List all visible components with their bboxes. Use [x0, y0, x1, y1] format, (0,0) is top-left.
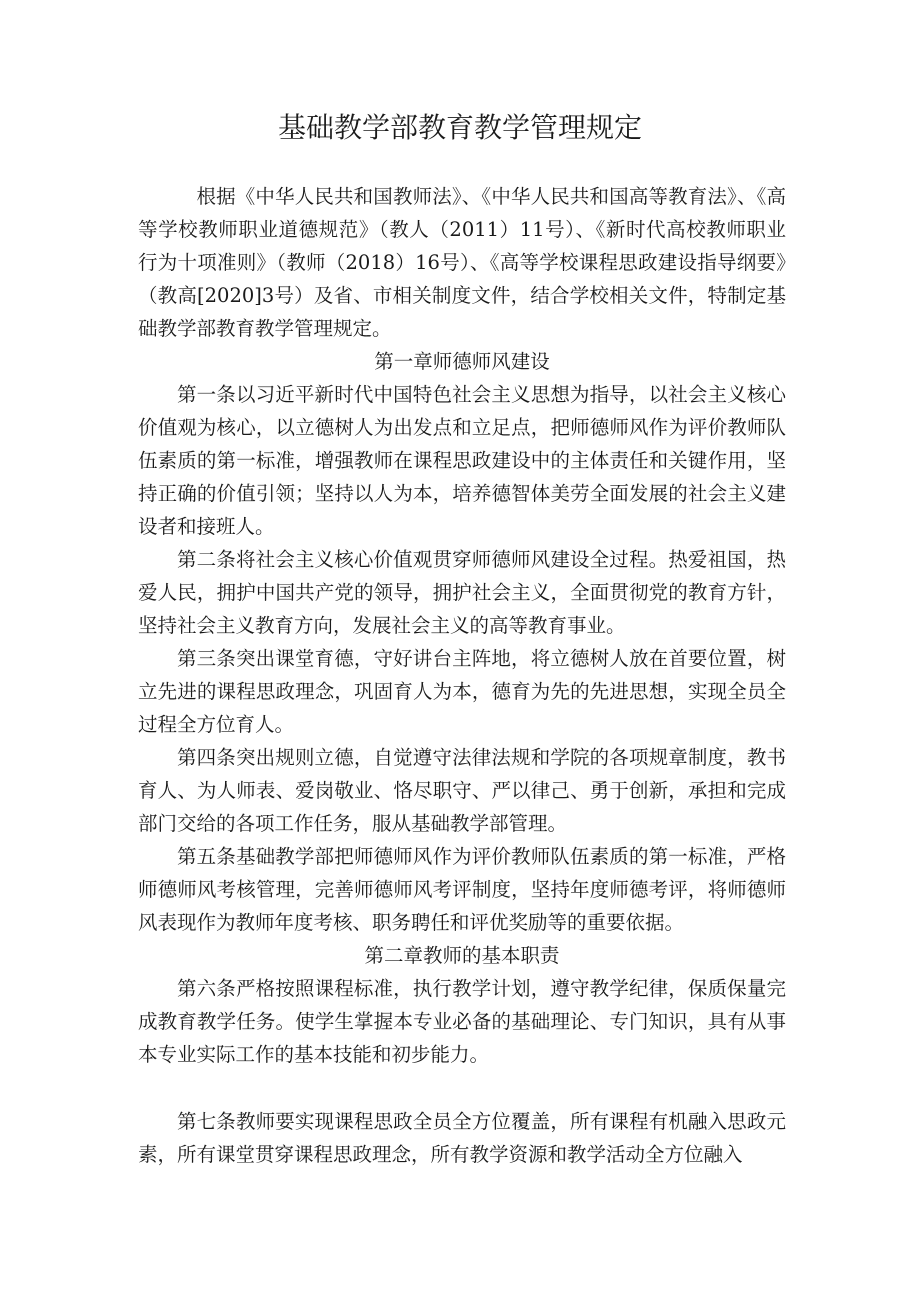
article-paragraph: 第三条突出课堂育德，守好讲台主阵地，将立德树人放在首要位置，树立先进的课程思政理念，巩固育人为本，德育为先的先进思想，实现全员全过程全方位育人。 [138, 647, 786, 736]
document-title: 基础教学部教育教学管理规定 [277, 111, 642, 144]
article-paragraph: 第一条以习近平新时代中国特色社会主义思想为指导，以社会主义核心价值观为核心，以立德树人为出发点和立足点，把师德师风作为评价教师队伍素质的第一标准，增强教师在课程思政建设中的主体责任和关键作用，坚持正确的价值引领；坚持以人为本，培养德智体美劳全面发展的社会主义建设者和接班人。 [138, 383, 786, 538]
article-paragraph: 第七条教师要实现课程思政全员全方位覆盖，所有课程有机融入思政元素，所有课堂贯穿课程思政理念，所有教学资源和教学活动全方位融入 [138, 1110, 786, 1166]
article-paragraph: 第四条突出规则立德，自觉遵守法律法规和学院的各项规章制度，教书育人、为人师表、爱岗敬业、恪尽职守、严以律己、勇于创新，承担和完成部门交给的各项工作任务，服从基础教学部管理。 [138, 746, 786, 835]
chapter-heading: 第一章师德师风建设 [374, 350, 550, 373]
preamble-paragraph: 根据《中华人民共和国教师法》、《中华人民共和国高等教育法》、《高等学校教师职业道德规范》（教人（2011）11号）、《新时代高校教师职业行为十项准则》（教师（2018）16号）、《高等学校课程思政建设指导纲要》（教高[2020]3号）及省、市相关制度文件，结合学校相关文件，特制定基础教学部教育教学管理规定。 [138, 185, 786, 340]
document-body-continued [138, 1105, 786, 1171]
chapter-heading: 第二章教师的基本职责 [364, 944, 560, 967]
article-paragraph: 第六条严格按照课程标准，执行教学计划，遵守教学纪律，保质保量完成教育教学任务。使学生掌握本专业必备的基础理论、专门知识，具有从事本专业实际工作的基本技能和初步能力。 [138, 977, 786, 1066]
article-paragraph: 第二条将社会主义核心价值观贯穿师德师风建设全过程。热爱祖国，热爱人民，拥护中国共产党的领导，拥护社会主义，全面贯彻党的教育方针，坚持社会主义教育方向，发展社会主义的高等教育事业。 [138, 548, 786, 637]
article-paragraph: 第五条基础教学部把师德师风作为评价教师队伍素质的第一标准，严格师德师风考核管理，完善师德师风考评制度，坚持年度师德考评，将师德师风表现作为教师年度考核、职务聘任和评优奖励等的重要依据。 [138, 845, 786, 934]
document-body [138, 180, 786, 1071]
